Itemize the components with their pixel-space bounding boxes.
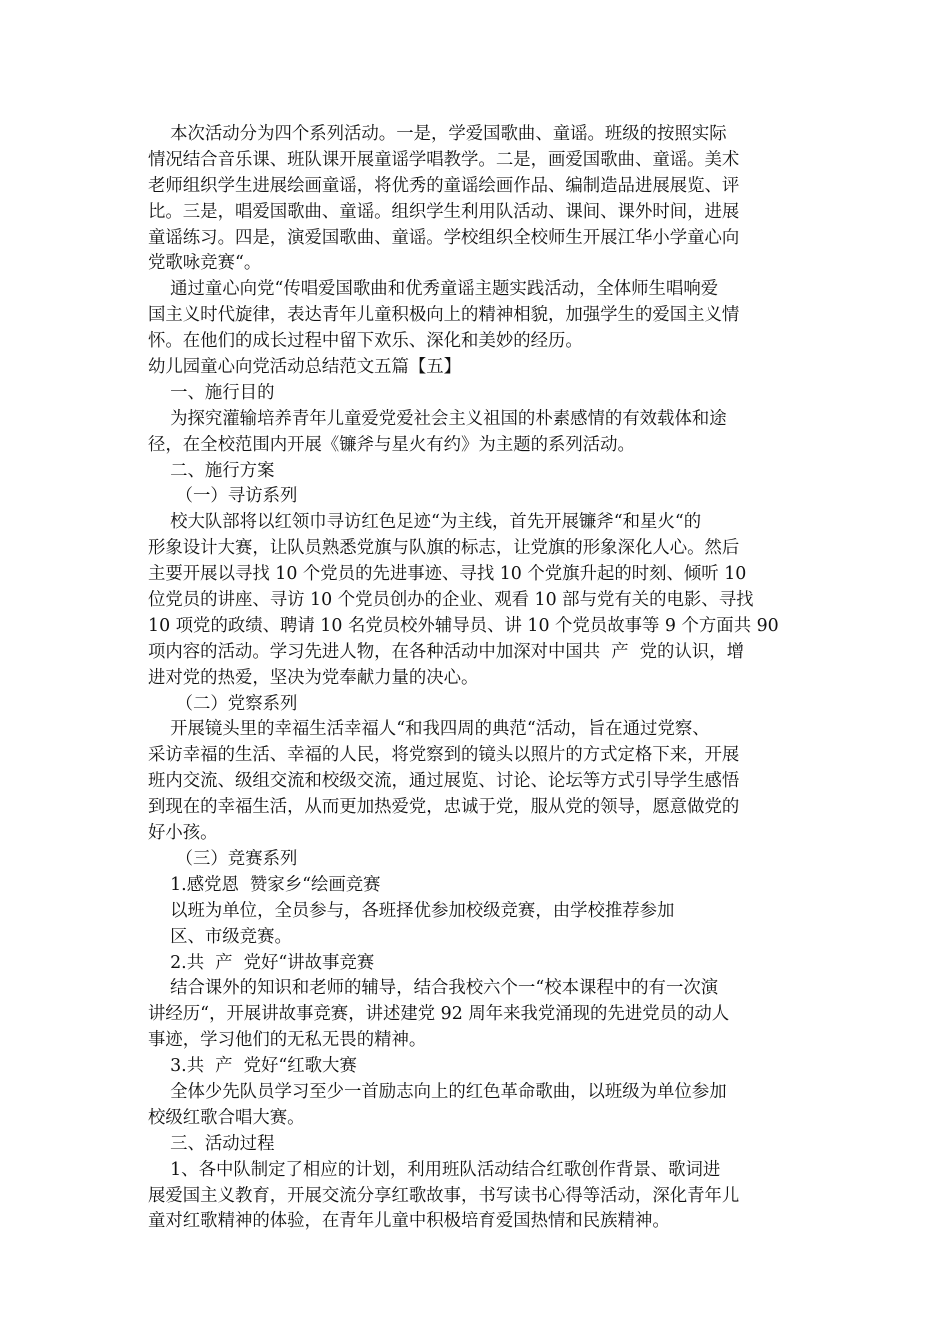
- heading: 一、施行目的: [148, 382, 275, 403]
- text-line: 校级红歌合唱大赛。: [148, 1107, 305, 1128]
- text-line: 2.共 产 党好“讲故事竞赛: [148, 952, 375, 973]
- text-line: 进对党的热爱，坚决为党奉献力量的决心。: [148, 667, 479, 688]
- text-line: 为探究灌输培养青年儿童爱党爱社会主义祖国的朴素感情的有效载体和途: [148, 408, 727, 429]
- heading: 三、活动过程: [148, 1133, 275, 1154]
- text-line: 形象设计大赛，让队员熟悉党旗与队旗的标志，让党旗的形象深化人心。然后: [148, 538, 740, 559]
- text-line: 国主义时代旋律，表达青年儿童积极向上的精神相貌，加强学生的爱国主义情: [148, 305, 740, 326]
- text-line: 位党员的讲座、寻访 10 个党员创办的企业、观看 10 部与党有关的电影、寻找: [148, 590, 754, 611]
- text-line: 全体少先队员学习至少一首励志向上的红色革命歌曲，以班级为单位参加: [148, 1081, 727, 1102]
- document-body: [148, 122, 808, 1235]
- text-line: 事迹，学习他们的无私无畏的精神。: [148, 1030, 427, 1051]
- text-line: 好小孩。: [148, 823, 218, 844]
- text-line: 班内交流、级组交流和校级交流，通过展览、讨论、论坛等方式引导学生感悟: [148, 771, 740, 792]
- text-line: 通过童心向党“传唱爱国歌曲和优秀童谣主题实践活动，全体师生唱响爱: [148, 279, 719, 300]
- text-line: 情况结合音乐课、班队课开展童谣学唱教学。二是，画爱国歌曲、童谣。美术: [148, 149, 740, 170]
- text-line: 区、市级竞赛。: [148, 926, 292, 947]
- text-line: 怀。在他们的成长过程中留下欢乐、深化和美妙的经历。: [148, 331, 583, 352]
- text-line: 采访幸福的生活、幸福的人民，将党察到的镜头以照片的方式定格下来，开展: [148, 745, 740, 766]
- text-line: 党歌咏竞赛“。: [148, 253, 262, 274]
- subheading: （三）竞赛系列: [148, 848, 298, 869]
- text-line: 展爱国主义教育，开展交流分享红歌故事，书写读书心得等活动，深化青年儿: [148, 1185, 740, 1206]
- text-line: 径，在全校范围内开展《镰斧与星火有约》为主题的系列活动。: [148, 434, 635, 455]
- text-line: 校大队部将以红领巾寻访红色足迹“为主线，首先开展镰斧“和星火“的: [148, 512, 702, 533]
- text-line: 3.共 产 党好“红歌大赛: [148, 1056, 357, 1077]
- text-line: 本次活动分为四个系列活动。一是，学爱国歌曲、童谣。班级的按照实际: [148, 124, 727, 144]
- text-line: 开展镜头里的幸福生活幸福人“和我四周的典范“活动，旨在通过党察、: [148, 719, 710, 740]
- text-line: 老师组织学生进展绘画童谣，将优秀的童谣绘画作品、编制造品进展展览、评: [148, 175, 740, 196]
- text-line: 童谣练习。四是，演爱国歌曲、童谣。学校组织全校师生开展江华小学童心向: [148, 227, 740, 248]
- text-line: 1、各中队制定了相应的计划，利用班队活动结合红歌创作背景、歌词进: [148, 1159, 721, 1180]
- heading: 二、施行方案: [148, 460, 275, 481]
- text-line: 1.感党恩 赞家乡“绘画竞赛: [148, 874, 381, 895]
- text-line: 10 项党的政绩、聘请 10 名党员校外辅导员、讲 10 个党员故事等 9 个方面共 90: [148, 615, 779, 636]
- section-title: 幼儿园童心向党活动总结范文五篇【五】: [148, 357, 462, 378]
- text-line: 以班为单位，全员参与，各班择优参加校级竞赛，由学校推荐参加: [148, 900, 675, 921]
- text-line: 讲经历“，开展讲故事竞赛，讲述建党 92 周年来我党涌现的先进党员的动人: [148, 1004, 730, 1025]
- text-line: 主要开展以寻找 10 个党员的先进事迹、寻找 10 个党旗升起的时刻、倾听 10: [148, 564, 747, 585]
- text-line: 结合课外的知识和老师的辅导，结合我校六个一“校本课程中的有一次演: [148, 978, 719, 999]
- text-line: 比。三是，唱爱国歌曲、童谣。组织学生利用队活动、课间、课外时间，进展: [148, 201, 740, 222]
- text-line: 童对红歌精神的体验，在青年儿童中积极培育爱国热情和民族精神。: [148, 1211, 670, 1232]
- subheading: （一）寻访系列: [148, 486, 298, 507]
- text-line: 到现在的幸福生活，从而更加热爱党，忠诚于党，服从党的领导，愿意做党的: [148, 797, 740, 818]
- subheading: （二）党察系列: [148, 693, 298, 714]
- text-line: 项内容的活动。学习先进人物，在各种活动中加深对中国共 产 党的认识，增: [148, 641, 745, 662]
